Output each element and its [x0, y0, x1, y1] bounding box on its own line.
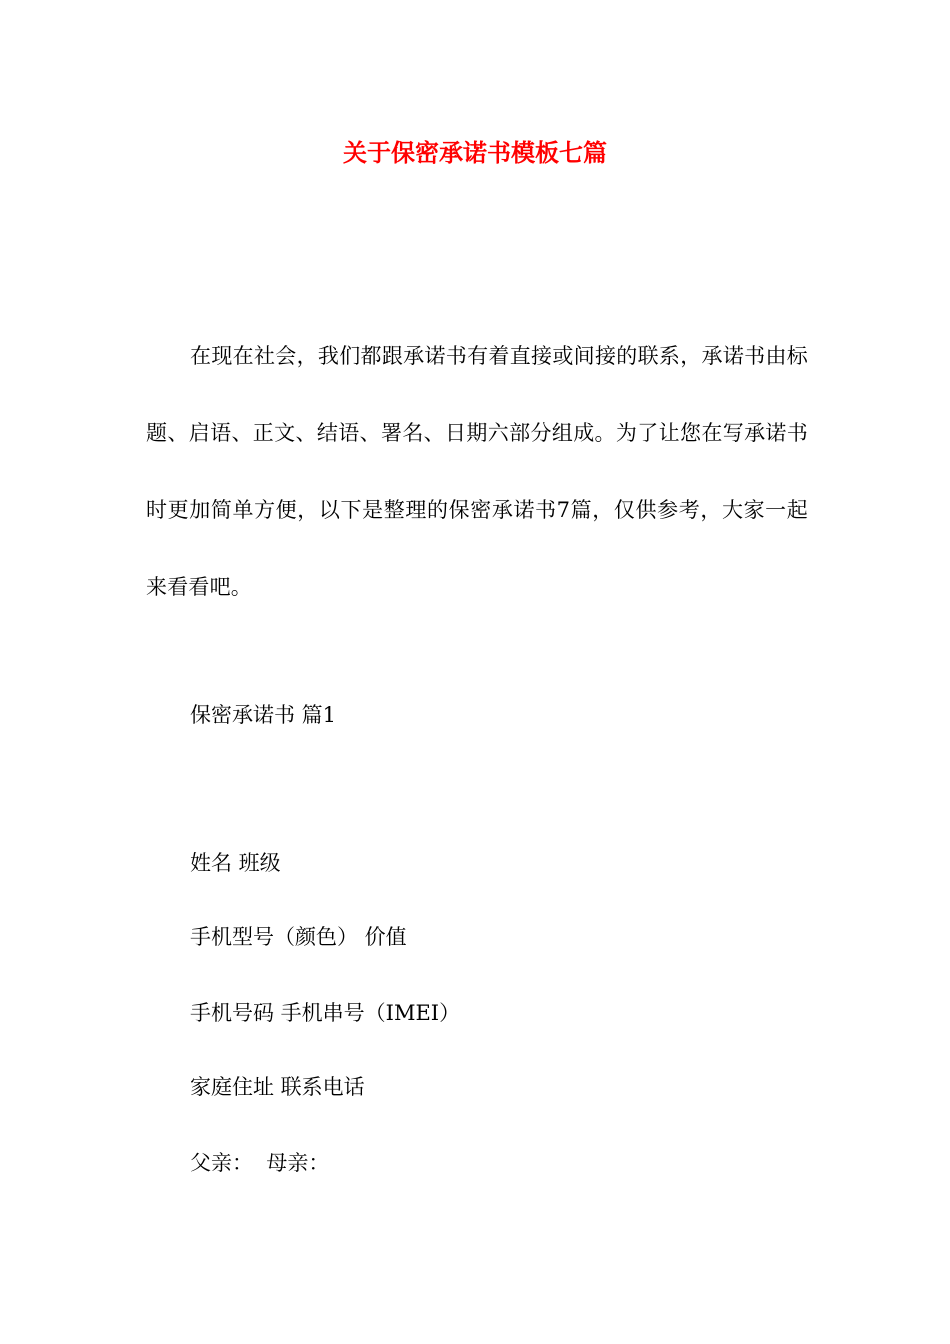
form-line-name-class: 姓名 班级: [190, 851, 281, 875]
section-heading: 保密承诺书 篇1: [190, 703, 337, 727]
intro-paragraph: 在现在社会，我们都跟承诺书有着直接或间接的联系，承诺书由标题、启语、正文、结语、署名、日期六部分组成。为了让您在写承诺书时更加简单方便，以下是整理的保密承诺书7篇，仅供参考，大家一起来看看吧。: [146, 344, 808, 599]
document-title: 关于保密承诺书模板七篇: [343, 138, 607, 167]
form-line-address: 家庭住址 联系电话: [190, 1075, 365, 1099]
form-line-phone-number: 手机号码 手机串号（IMEI）: [190, 1001, 461, 1025]
form-line-parents: 父亲： 母亲：: [190, 1151, 330, 1175]
form-line-phone-model: 手机型号（颜色） 价值: [190, 925, 407, 949]
